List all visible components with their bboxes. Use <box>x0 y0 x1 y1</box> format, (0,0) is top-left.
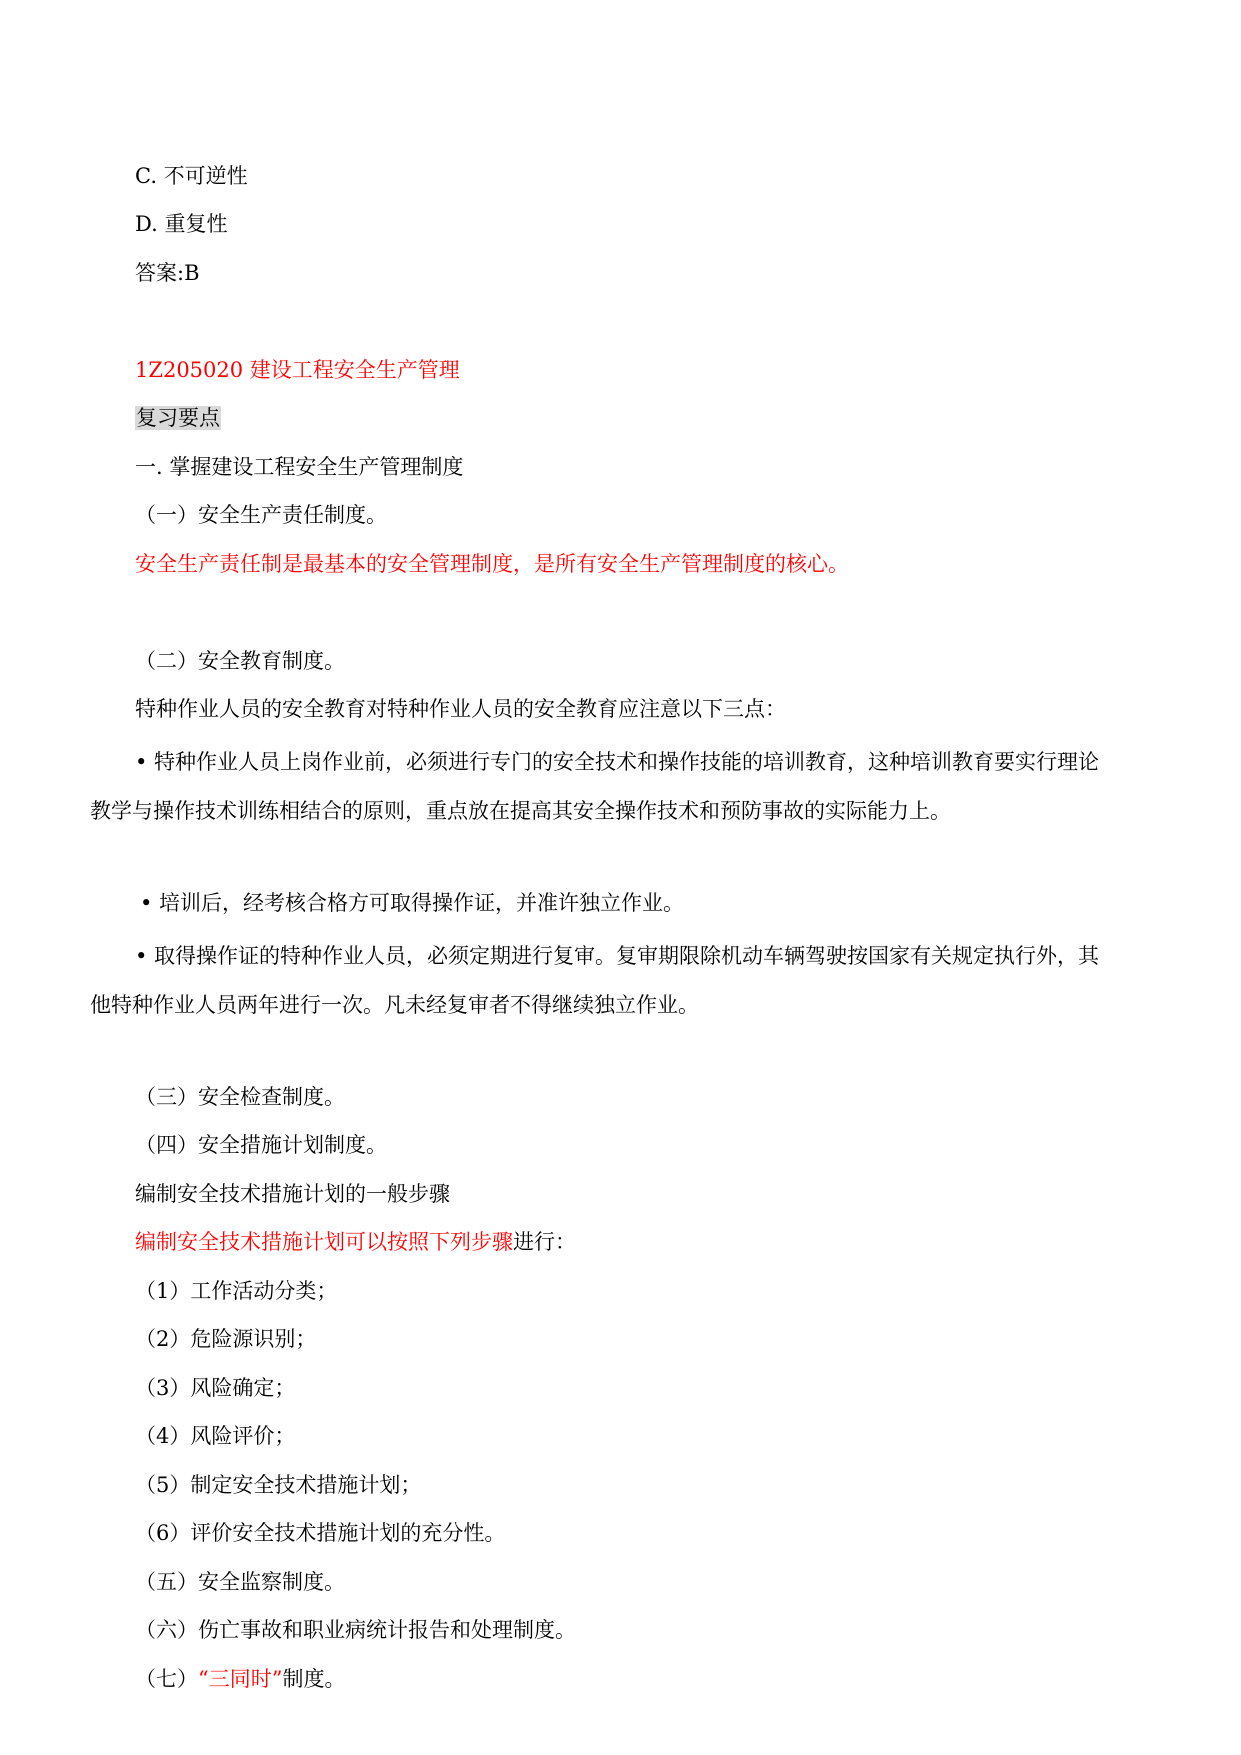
steps-intro <box>135 1228 576 1256</box>
steps-intro-highlight: 编制安全技术措施计划可以按照下列步骤 <box>135 1230 513 1254</box>
step-item: （4）风险评价； <box>135 1424 296 1448</box>
item-7-prefix: （七） <box>135 1667 198 1691</box>
review-label-text: 复习要点 <box>136 406 220 430</box>
step-item: （2）危险源识别； <box>135 1327 317 1351</box>
item-4: （四）安全措施计划制度。 <box>135 1133 387 1157</box>
bullet-1: • 特种作业人员上岗作业前，必须进行专门的安全技术和操作技能的培训教育，这种培训教育要实行理论教学与操作技术训练相结合的原则，重点放在提高其安全操作技术和预防事故的实际能力上。 <box>90 750 1100 823</box>
section-code-title: 1Z205020 建设工程安全生产管理 <box>135 358 460 382</box>
bullet-3: • 取得操作证的特种作业人员，必须定期进行复审。复审期限除机动车辆驾驶按国家有关规定执行外，其他特种作业人员两年进行一次。凡未经复审者不得继续独立作业。 <box>90 944 1100 1017</box>
step-item: （6）评价安全技术措施计划的充分性。 <box>135 1521 506 1545</box>
item-7-highlight: “三同时” <box>198 1667 283 1691</box>
step-item: （5）制定安全技术措施计划； <box>135 1473 422 1497</box>
item-7 <box>135 1665 345 1693</box>
heading-1: 一. 掌握建设工程安全生产管理制度 <box>135 455 464 479</box>
item-2: （二）安全教育制度。 <box>135 649 345 673</box>
answer: 答案:B <box>135 261 200 285</box>
item-3: （三）安全检查制度。 <box>135 1085 345 1109</box>
option-c: C. 不可逆性 <box>135 164 248 188</box>
bullet-2: • 培训后，经考核合格方可取得操作证，并准许独立作业。 <box>140 891 685 915</box>
steps-intro-tail: 进行： <box>513 1230 576 1254</box>
review-label <box>135 404 221 432</box>
step-item: （3）风险确定； <box>135 1376 296 1400</box>
steps-title: 编制安全技术措施计划的一般步骤 <box>135 1182 450 1206</box>
option-d: D. 重复性 <box>135 212 228 236</box>
step-item: （1）工作活动分类； <box>135 1279 338 1303</box>
item-5: （五）安全监察制度。 <box>135 1570 345 1594</box>
item-7-suffix: 制度。 <box>282 1667 346 1691</box>
item-6: （六）伤亡事故和职业病统计报告和处理制度。 <box>135 1618 576 1642</box>
item-1: （一）安全生产责任制度。 <box>135 503 387 527</box>
item-1-note: 安全生产责任制是最基本的安全管理制度，是所有安全生产管理制度的核心。 <box>135 552 849 576</box>
item-2-intro: 特种作业人员的安全教育对特种作业人员的安全教育应注意以下三点： <box>135 697 786 721</box>
